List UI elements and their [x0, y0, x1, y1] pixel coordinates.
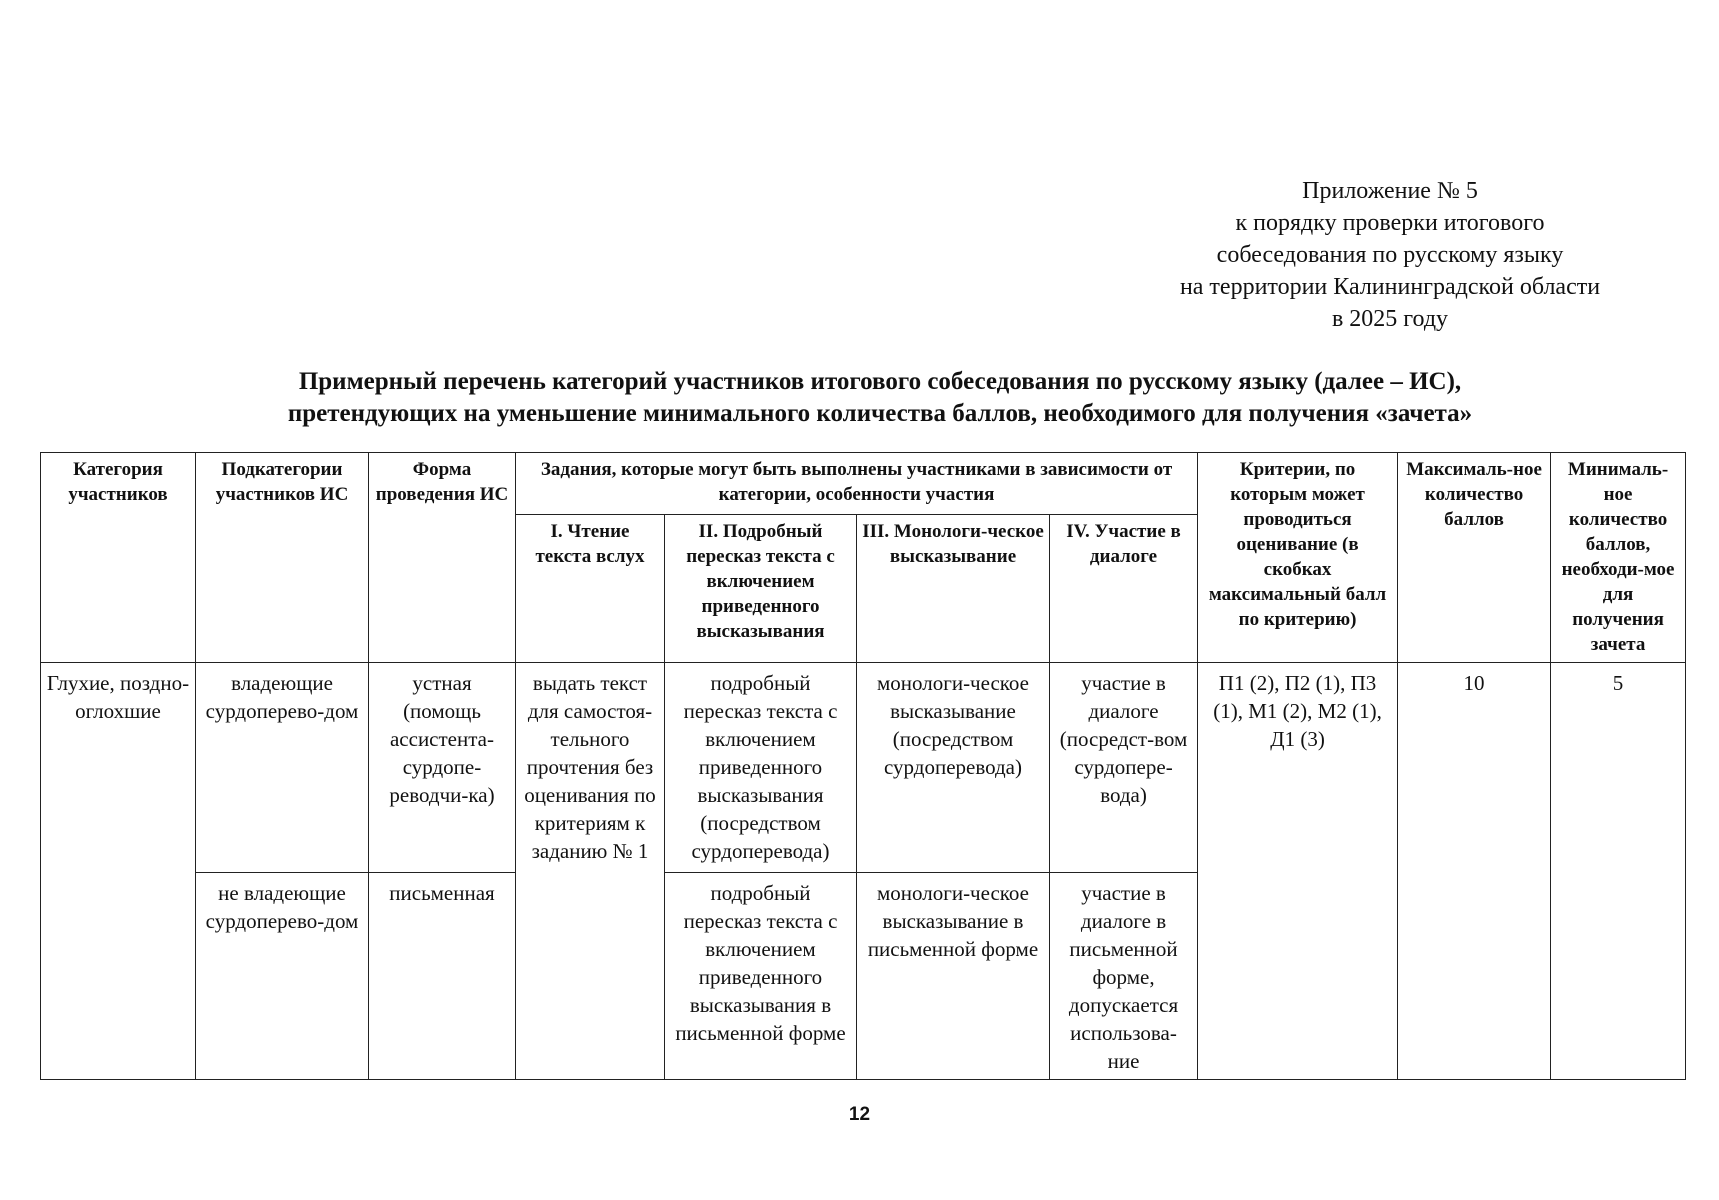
table-row [41, 663, 1686, 873]
appendix-line: Приложение № 5 [1302, 178, 1478, 204]
title-line-2: претендующих на уменьшение минимального количества баллов, необходимого для получения «зачета» [287, 400, 1473, 427]
cell-subcategory: не владеющие сурдоперево-дом [196, 873, 369, 1080]
cell-min-score: 5 [1551, 663, 1686, 1080]
header-max-score: Максималь-ное количество баллов [1398, 453, 1551, 663]
header-criteria: Критерии, по которым может проводиться оценивание (в скобках максимальный балл по критерию) [1198, 453, 1398, 663]
header-subcategory: Подкатегории участников ИС [196, 453, 369, 663]
cell-category: Глухие, поздно-оглохшие [41, 663, 196, 1080]
title-line-1: Примерный перечень категорий участников итогового собеседования по русскому языку (далее – ИС), [298, 368, 1462, 395]
cell-task-4: участие в диалоге (посредст-вом сурдопере-вода) [1050, 663, 1198, 873]
header-tasks-group: Задания, которые могут быть выполнены участниками в зависимости от категории, особенности участия [516, 453, 1198, 515]
header-task-4: IV. Участие в диалоге [1050, 515, 1198, 663]
header-min-score: Минималь-ное количество баллов, необходи-мое для получения зачета [1551, 453, 1686, 663]
appendix-header [1120, 175, 1660, 335]
cell-subcategory: владеющие сурдоперево-дом [196, 663, 369, 873]
cell-task-3: монологи-ческое высказывание в письменной форме [857, 873, 1050, 1080]
appendix-line: в 2025 году [1331, 306, 1449, 332]
cell-task-1: выдать текст для самостоя-тельного прочтения без оценивания по критериям к заданию № 1 [516, 663, 665, 1080]
cell-task-3: монологи-ческое высказывание (посредством сурдоперевода) [857, 663, 1050, 873]
appendix-line: к порядку проверки итогового [1235, 210, 1545, 236]
cell-task-2: подробный пересказ текста с включением приведенного высказывания (посредством сурдоперевода) [665, 663, 857, 873]
header-task-1: I. Чтение текста вслух [516, 515, 665, 663]
header-form: Форма проведения ИС [369, 453, 516, 663]
cell-form: устная (помощь ассистента-сурдопе-реводчи-ка) [369, 663, 516, 873]
header-task-2: II. Подробный пересказ текста с включением приведенного высказывания [665, 515, 857, 663]
appendix-line: собеседования по русскому языку [1216, 242, 1564, 268]
document-title [40, 366, 1719, 430]
header-row [41, 453, 1686, 515]
cell-task-2: подробный пересказ текста с включением приведенного высказывания в письменной форме [665, 873, 857, 1080]
page-number: 12 [848, 1104, 871, 1125]
cell-max-score: 10 [1398, 663, 1551, 1080]
cell-task-4: участие в диалоге в письменной форме, допускается использова-ние [1050, 873, 1198, 1080]
cell-criteria: П1 (2), П2 (1), П3 (1), М1 (2), М2 (1), Д1 (3) [1198, 663, 1398, 1080]
header-category: Категория участников [41, 453, 196, 663]
appendix-line: на территории Калининградской области [1179, 274, 1601, 300]
participants-table [40, 452, 1686, 1080]
cell-form: письменная [369, 873, 516, 1080]
header-task-3: III. Монологи-ческое высказывание [857, 515, 1050, 663]
